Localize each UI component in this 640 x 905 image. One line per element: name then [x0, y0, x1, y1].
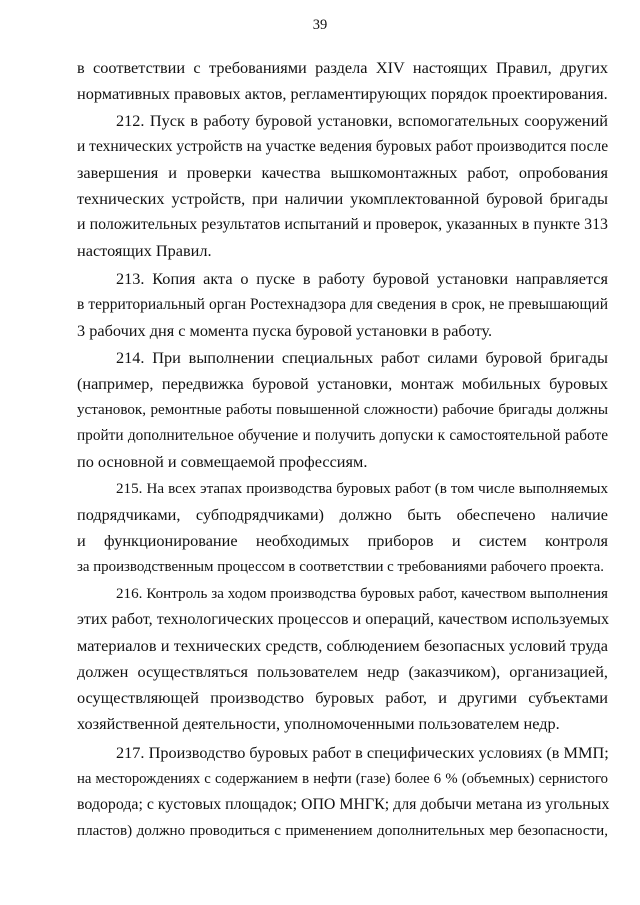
text-line: пластов) должно проводиться с применением дополнительных мер безопасности, — [77, 823, 608, 839]
text-line: материалов и технических средств, соблюдением безопасных условий труда — [77, 636, 608, 655]
paragraph-217-first-line: 217. Производство буровых работ в специфических условиях (в ММП; — [116, 743, 609, 762]
text-line: пройти дополнительное обучение и получить допуски к самостоятельной работе — [77, 427, 608, 444]
paragraph-215-first-line: 215. На всех этапах производства буровых работ (в том числе выполняемых — [116, 481, 608, 497]
text-line: настоящих Правил. — [77, 241, 212, 260]
text-line: 3 рабочих дня с момента пуска буровой установки в работу. — [77, 321, 493, 340]
text-line: по основной и совмещаемой профессиям. — [77, 452, 368, 471]
text-line: технических устройств, при наличии укомплектованной буровой бригады — [77, 189, 608, 208]
text-line: установок, ремонтные работы повышенной сложности) рабочие бригады должны — [77, 402, 608, 418]
text-line: и функционирование необходимых приборов и систем контроля — [77, 531, 608, 550]
text-line: и технических устройств на участке ведения буровых работ производится после — [77, 138, 609, 155]
text-line: (например, передвижка буровой установки, монтаж мобильных буровых — [77, 374, 608, 393]
page-number: 39 — [312, 17, 328, 33]
paragraph-213-first-line: 213. Копия акта о пуске в работу буровой установки направляется — [116, 269, 608, 288]
text-line: должен осуществляться пользователем недр (заказчиком), организацией, — [77, 662, 608, 681]
text-line: завершения и проверки качества вышкомонтажных работ, опробования — [77, 163, 608, 182]
text-line: в территориальный орган Ростехнадзора для сведения в срок, не превышающий — [77, 296, 608, 313]
text-line: за производственным процессом в соответствии с требованиями рабочего проекта. — [77, 559, 604, 575]
text-line: подрядчиками, субподрядчиками) должно быть обеспечено наличие — [77, 505, 608, 524]
paragraph-216-first-line: 216. Контроль за ходом производства буровых работ, качеством выполнения — [116, 586, 608, 602]
text-line: хозяйственной деятельности, уполномоченными пользователем недр. — [77, 714, 560, 733]
text-line: водорода; с кустовых площадок; ОПО МНГК; для добычи метана из угольных — [77, 796, 610, 813]
text-line: этих работ, технологических процессов и операций, качеством используемых — [77, 611, 610, 628]
text-line: в соответствии с требованиями раздела XIV настоящих Правил, других — [77, 58, 608, 77]
paragraph-214-first-line: 214. При выполнении специальных работ силами буровой бригады — [116, 348, 608, 367]
text-line: и положительных результатов испытаний и проверок, указанных в пункте 313 — [77, 216, 608, 233]
text-line: нормативных правовых актов, регламентирующих порядок проектирования. — [77, 84, 608, 103]
text-line: на месторождениях с содержанием в нефти (газе) более 6 % (объемных) сернистого — [77, 771, 608, 787]
text-line: осуществляющей производство буровых работ, и другими субъектами — [77, 688, 608, 707]
paragraph-212-first-line: 212. Пуск в работу буровой установки, вспомогательных сооружений — [116, 111, 608, 130]
